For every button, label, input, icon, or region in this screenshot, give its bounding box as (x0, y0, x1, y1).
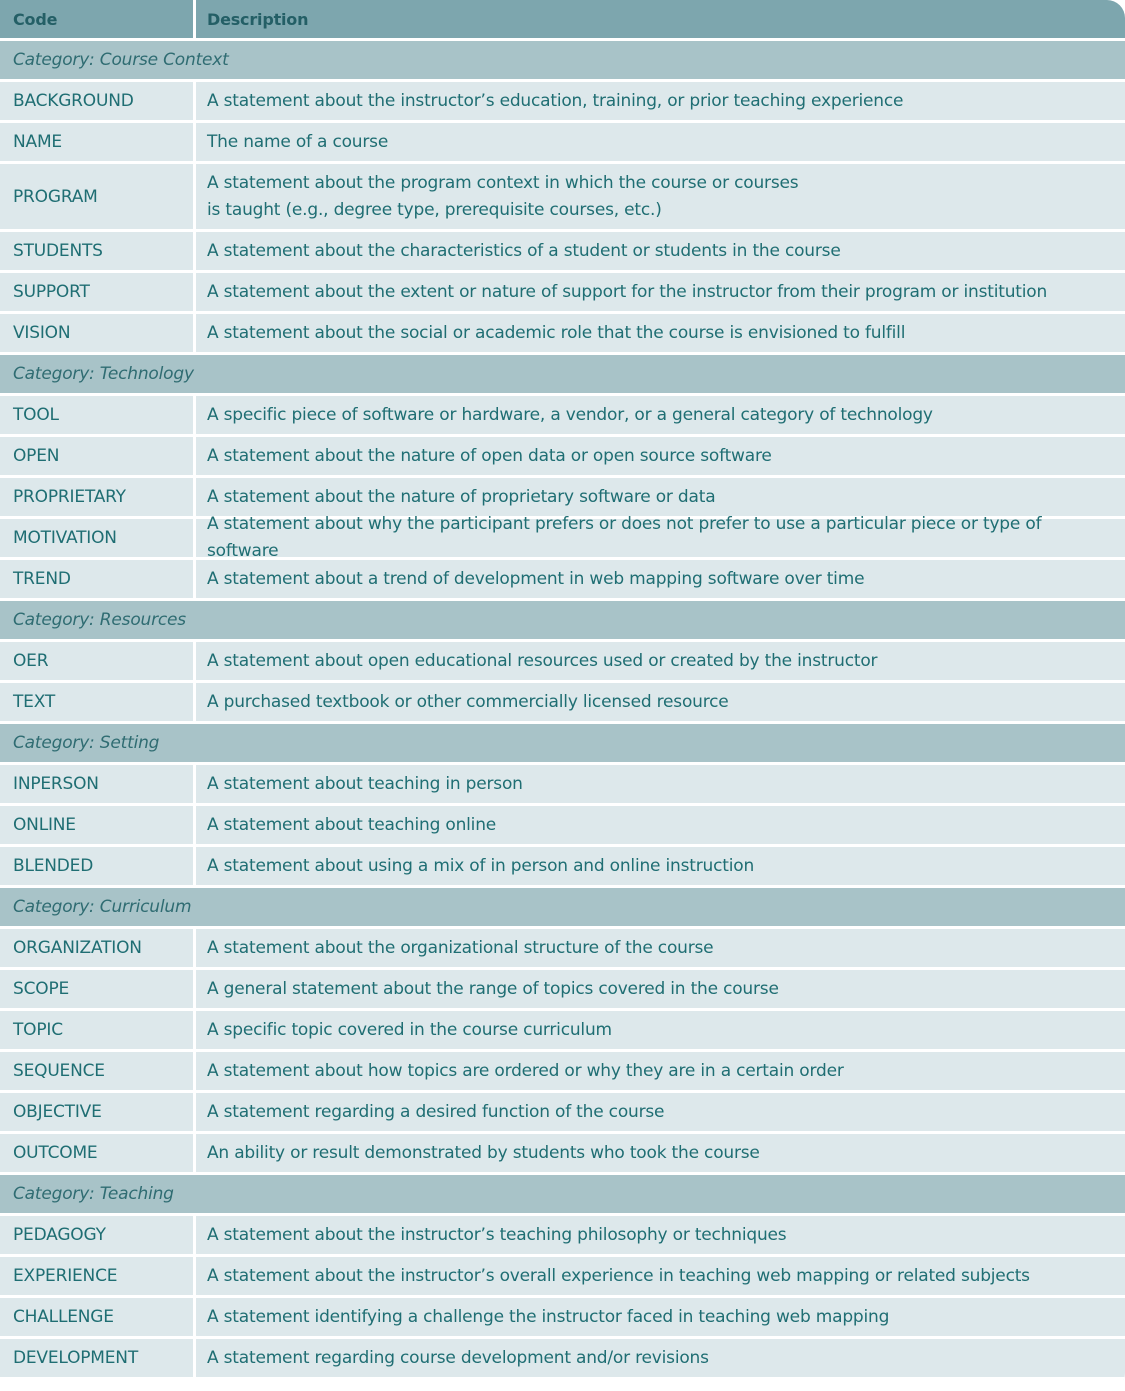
code-cell: ORGANIZATION (0, 929, 196, 967)
code-cell: TEXT (0, 683, 196, 721)
code-cell: OER (0, 642, 196, 680)
code-cell: EXPERIENCE (0, 1257, 196, 1295)
code-cell: DEVELOPMENT (0, 1339, 196, 1377)
table-row (0, 314, 1125, 355)
table-row (0, 1257, 1125, 1298)
code-cell: BLENDED (0, 847, 196, 885)
table-row (0, 1052, 1125, 1093)
table-row (0, 514, 1125, 561)
table-row (0, 273, 1125, 314)
table-row (0, 82, 1125, 123)
description-cell: A statement about how topics are ordered or why they are in a certain order (207, 1060, 844, 1081)
code-cell: ONLINE (0, 806, 196, 844)
table-row (0, 642, 1125, 683)
category-row: Category: Technology (0, 355, 1125, 396)
code-cell: OPEN (0, 437, 196, 475)
code-cell: SCOPE (0, 970, 196, 1008)
code-cell: PROPRIETARY (0, 478, 196, 516)
code-cell: TOPIC (0, 1011, 196, 1049)
table-row (0, 396, 1125, 437)
code-cell: OBJECTIVE (0, 1093, 196, 1131)
table-row (0, 806, 1125, 847)
description-cell: A statement about the organizational structure of the course (207, 937, 714, 958)
code-cell: SUPPORT (0, 273, 196, 311)
code-column-header: Code (0, 0, 196, 38)
description-cell: A purchased textbook or other commercially licensed resource (207, 691, 729, 712)
description-cell: A statement regarding a desired function of the course (207, 1101, 665, 1122)
code-cell: TOOL (0, 396, 196, 434)
table-row (0, 437, 1125, 478)
code-cell: NAME (0, 123, 196, 161)
category-row: Category: Teaching (0, 1175, 1125, 1216)
table-row (0, 683, 1125, 724)
description-cell: A statement about the characteristics of a student or students in the course (207, 240, 841, 261)
code-cell: TREND (0, 560, 196, 598)
description-cell: A statement identifying a challenge the instructor faced in teaching web mapping (207, 1306, 890, 1327)
table-row (0, 123, 1125, 164)
description-cell: A statement regarding course development and/or revisions (207, 1347, 709, 1368)
table-row (0, 1298, 1125, 1339)
description-cell: A statement about why the participant prefers or does not prefer to use a particular piece or type of software (207, 514, 1042, 561)
table-row (0, 164, 1125, 232)
table-header-row (0, 0, 1125, 41)
table-row (0, 929, 1125, 970)
description-cell: The name of a course (207, 131, 389, 152)
description-cell: A statement about teaching in person (207, 773, 523, 794)
description-cell: A statement about the social or academic role that the course is envisioned to fulfill (207, 322, 906, 343)
table-row (0, 1216, 1125, 1257)
code-cell: PEDAGOGY (0, 1216, 196, 1254)
description-cell: A statement about using a mix of in person and online instruction (207, 855, 755, 876)
code-cell: VISION (0, 314, 196, 352)
description-cell: A statement about a trend of development in web mapping software over time (207, 568, 865, 589)
table-row (0, 1011, 1125, 1052)
table-row (0, 1093, 1125, 1134)
table-row (0, 765, 1125, 806)
description-cell: A statement about open educational resources used or created by the instructor (207, 650, 878, 671)
description-cell: An ability or result demonstrated by students who took the course (207, 1142, 760, 1163)
description-cell: A statement about the instructor’s teaching philosophy or techniques (207, 1224, 787, 1245)
table-row (0, 970, 1125, 1011)
code-cell: PROGRAM (0, 164, 196, 229)
category-row: Category: Resources (0, 601, 1125, 642)
table-row (0, 1339, 1125, 1380)
code-cell: SEQUENCE (0, 1052, 196, 1090)
table-row (0, 232, 1125, 273)
code-cell: STUDENTS (0, 232, 196, 270)
category-row: Category: Setting (0, 724, 1125, 765)
description-column-header: Description (207, 9, 309, 29)
description-cell: A specific piece of software or hardware, a vendor, or a general category of technology (207, 404, 933, 425)
code-cell: MOTIVATION (0, 519, 196, 557)
description-cell: A general statement about the range of topics covered in the course (207, 978, 779, 999)
table-row (0, 1134, 1125, 1175)
category-row: Category: Course Context (0, 41, 1125, 82)
description-cell: A statement about the nature of proprietary software or data (207, 486, 716, 507)
table-row (0, 560, 1125, 601)
description-cell: A specific topic covered in the course curriculum (207, 1019, 612, 1040)
table-body (0, 41, 1125, 1380)
table-row (0, 847, 1125, 888)
description-cell: A statement about the program context in which the course or courses is taught (e.g., degree type, prerequisite courses, etc.) (207, 172, 799, 220)
category-row: Category: Curriculum (0, 888, 1125, 929)
description-cell: A statement about the extent or nature of support for the instructor from their program or institution (207, 281, 1048, 302)
code-cell: INPERSON (0, 765, 196, 803)
description-cell: A statement about the nature of open data or open source software (207, 445, 772, 466)
description-cell: A statement about the instructor’s education, training, or prior teaching experience (207, 90, 904, 111)
description-cell: A statement about teaching online (207, 814, 497, 835)
code-cell: BACKGROUND (0, 82, 196, 120)
code-cell: OUTCOME (0, 1134, 196, 1172)
code-cell: CHALLENGE (0, 1298, 196, 1336)
description-cell: A statement about the instructor’s overall experience in teaching web mapping or related subjects (207, 1265, 1030, 1286)
